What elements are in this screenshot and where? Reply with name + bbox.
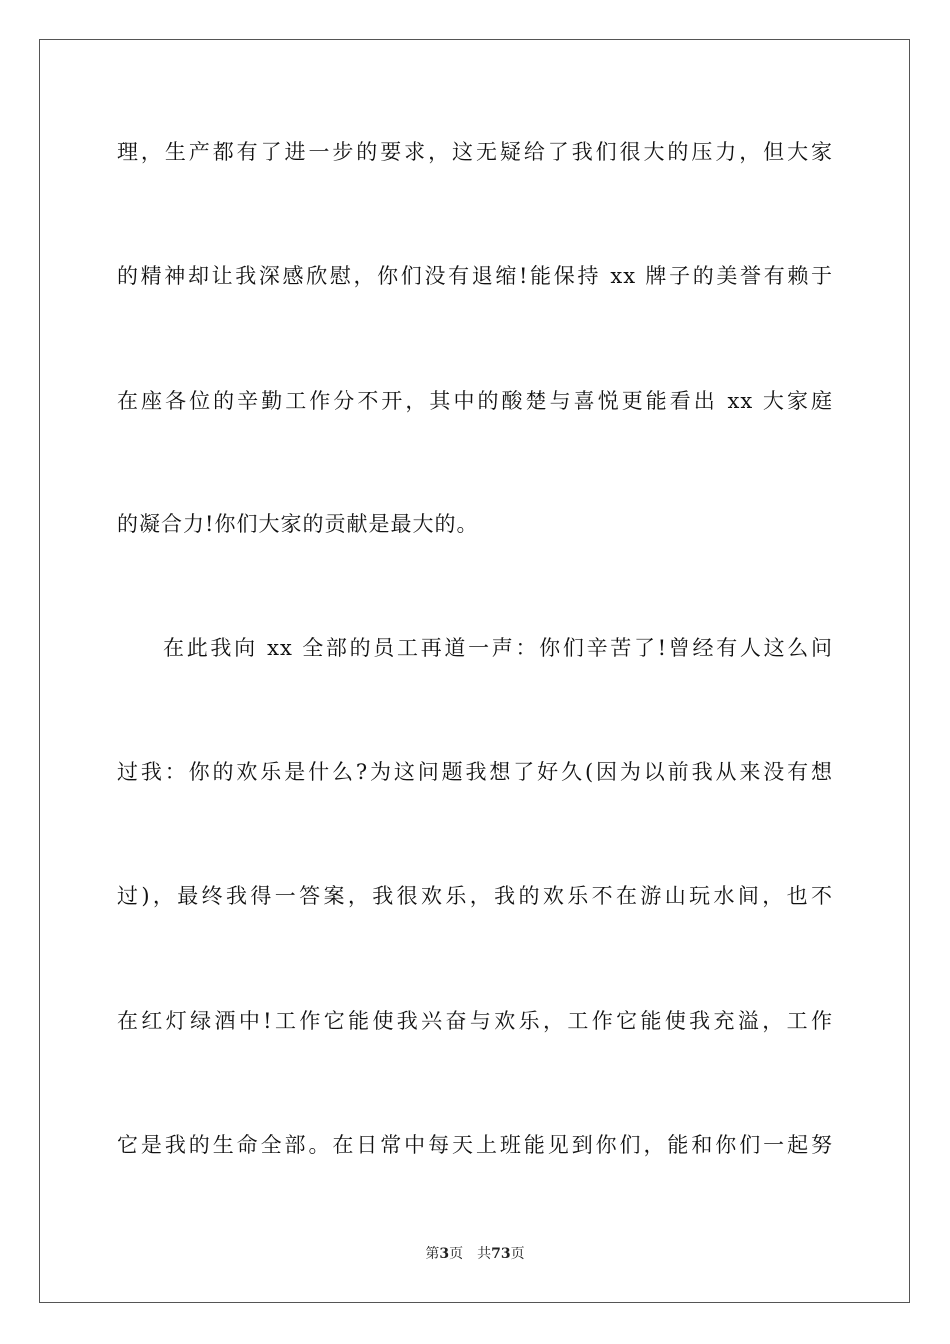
body-line-6: 过我：你的欢乐是什么?为这问题我想了好久(因为以前我从来没有想: [117, 760, 833, 784]
body-line-8: 在红灯绿酒中!工作它能使我兴奋与欢乐，工作它能使我充溢，工作: [117, 1009, 833, 1033]
footer-page-prefix: 第: [425, 1246, 440, 1262]
footer-total-prefix: 共: [477, 1246, 492, 1262]
body-line-5: 在此我向 xx 全部的员工再道一声：你们辛苦了!曾经有人这么问: [163, 636, 833, 660]
body-line-2: 的精神却让我深感欣慰，你们没有退缩!能保持 xx 牌子的美誉有赖于: [117, 264, 833, 288]
page-footer: [0, 1245, 950, 1263]
footer-total-suffix: 页: [510, 1246, 525, 1262]
page-border: [39, 39, 910, 1303]
body-line-7: 过)，最终我得一答案，我很欢乐，我的欢乐不在游山玩水间，也不: [117, 884, 833, 908]
body-line-3: 在座各位的辛勤工作分不开，其中的酸楚与喜悦更能看出 xx 大家庭: [117, 389, 833, 413]
footer-page-current: 3: [439, 1246, 450, 1262]
footer-page-suffix: 页: [449, 1246, 464, 1262]
body-line-4: 的凝合力!你们大家的贡献是最大的。: [117, 512, 479, 536]
footer-page-total: 73: [491, 1246, 511, 1262]
body-line-9: 它是我的生命全部。在日常中每天上班能见到你们，能和你们一起努: [117, 1133, 833, 1157]
body-line-1: 理，生产都有了进一步的要求，这无疑给了我们很大的压力，但大家: [117, 140, 833, 164]
